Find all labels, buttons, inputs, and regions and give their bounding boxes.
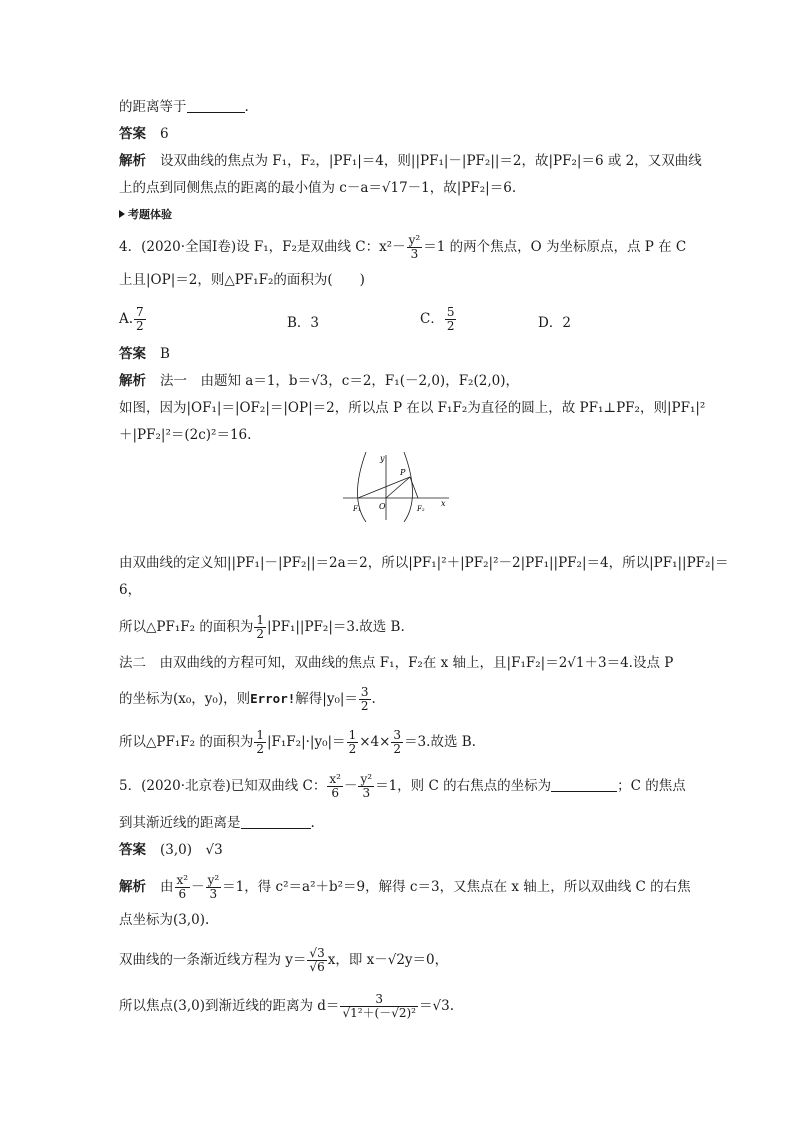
question-5-line <box>119 813 676 833</box>
denominator: √6 <box>309 960 325 974</box>
explanation-line <box>119 553 729 573</box>
numerator: 1 <box>348 728 357 742</box>
numerator: 3 <box>360 685 369 699</box>
answer-value: B <box>160 346 170 362</box>
numerator: x² <box>329 772 341 786</box>
fraction <box>340 993 418 1020</box>
question-tail-line <box>119 97 676 117</box>
denominator: 3 <box>410 247 419 261</box>
text: 点坐标为(3,0). <box>119 912 210 928</box>
text: 上的点到同侧焦点的距离的最小值为 c－a＝√17－1，故|PF₂|＝6. <box>119 180 517 196</box>
text: . <box>371 691 376 707</box>
explanation-line <box>119 686 676 713</box>
f2-label: F₂ <box>417 505 425 513</box>
explanation-line <box>119 910 676 930</box>
explanation-line <box>119 653 676 673</box>
denominator: 2 <box>360 699 369 713</box>
text: 设双曲线的焦点为 F₁，F₂，|PF₁|＝4，则||PF₁|－|PF₂||＝2，故|PF₂|＝6 或 2，又双曲线 <box>160 153 702 169</box>
segment-pf2 <box>410 477 418 498</box>
explanation-line <box>119 398 706 418</box>
denominator: 2 <box>393 742 402 756</box>
text: 法二 由双曲线的方程可知，双曲线的焦点 F₁，F₂在 x 轴上，且|F₁F₂|＝2√1＋3＝4.设点 P <box>119 655 674 671</box>
option-b <box>287 311 319 331</box>
denominator: 6 <box>331 786 340 800</box>
text: 由双曲线的定义知||PF₁|－|PF₂||＝2a＝2，所以|PF₁|²＋|PF₂|²－2|PF₁||PF₂|＝4，所以|PF₁||PF₂|＝ <box>119 555 729 571</box>
text: ；C 的焦点 <box>617 778 686 794</box>
question-5-line <box>119 772 686 800</box>
fraction <box>445 306 457 333</box>
text: 4．(2020·全国Ⅰ卷)设 F₁，F₂是双曲线 C：x²－ <box>119 239 406 255</box>
answer-blank <box>551 777 617 792</box>
text: ＝3.故选 B. <box>404 734 476 750</box>
text: ＋|PF₂|²＝(2c)²＝16. <box>119 427 252 443</box>
text: 所以焦点(3,0)到渐近线的距离为 d＝ <box>119 998 340 1014</box>
explanation-line <box>119 993 676 1020</box>
fraction <box>327 773 343 800</box>
denominator: 2 <box>136 319 144 333</box>
numerator: x² <box>176 873 189 887</box>
answer-blank <box>187 98 245 113</box>
text: |F₁F₂|·|y₀|＝ <box>266 734 346 750</box>
text: － <box>191 879 205 895</box>
numerator: 7 <box>136 305 144 319</box>
fraction <box>206 874 222 901</box>
hyperbola-figure <box>341 452 453 522</box>
denominator: √1²＋(－√2)² <box>342 1006 416 1020</box>
question-4-line <box>119 270 676 290</box>
explanation-line <box>119 178 676 198</box>
denominator: 3 <box>362 786 371 800</box>
explanation-line <box>119 947 676 974</box>
text: 法一 由题知 a＝1，b＝√3，c＝2，F₁(－2,0)，F₂(2,0)， <box>160 373 519 389</box>
numerator: y² <box>360 772 373 786</box>
error-text: Error! <box>250 691 296 706</box>
explanation-line <box>119 614 676 641</box>
text: 所以△PF₁F₂ 的面积为 <box>119 619 254 635</box>
answer-label: 答案 <box>119 346 146 362</box>
text: ×4× <box>359 734 391 750</box>
answer-line <box>119 344 676 364</box>
explanation-line <box>119 580 676 600</box>
text: 的距离等于 <box>119 99 187 115</box>
text: ＝1，则 C 的右焦点的坐标为 <box>375 778 552 794</box>
text: x，即 x－√2y＝0， <box>327 952 449 968</box>
text: 6， <box>119 582 142 598</box>
numerator: 3 <box>340 993 418 1007</box>
text: 的坐标为(x₀，y₀)，则 <box>119 691 251 707</box>
option-label: A. <box>119 311 134 327</box>
f1-label: F₁ <box>353 505 361 513</box>
text: 由 <box>160 879 174 895</box>
denominator: 2 <box>256 742 264 756</box>
explanation-line <box>119 729 676 756</box>
fraction <box>254 729 266 756</box>
answer-value: 6 <box>160 126 169 142</box>
fraction <box>175 874 191 901</box>
numerator: 3 <box>393 728 402 742</box>
fraction <box>347 729 359 756</box>
text: － <box>343 778 358 794</box>
fraction <box>359 686 371 713</box>
fraction <box>391 729 403 756</box>
text: 5．(2020·北京卷)已知双曲线 C： <box>119 778 327 794</box>
p-label: P <box>400 468 406 477</box>
answer-label: 答案 <box>119 842 146 858</box>
denominator: 2 <box>446 319 455 333</box>
numerator: 1 <box>256 613 264 627</box>
section-title: 考题体验 <box>128 208 172 221</box>
numerator: y² <box>408 233 421 247</box>
x-label: x <box>441 499 446 508</box>
section-header <box>119 205 676 225</box>
answer-blank <box>241 814 311 829</box>
option-label: C． <box>420 311 444 327</box>
text: 双曲线的一条渐近线方程为 y＝ <box>119 952 307 968</box>
fraction <box>307 947 326 974</box>
denominator: 2 <box>348 742 357 756</box>
explanation-label: 解析 <box>119 153 146 169</box>
explanation-label: 解析 <box>119 879 146 895</box>
text: 所以△PF₁F₂ 的面积为 <box>119 734 254 750</box>
segment-pf1 <box>358 477 410 498</box>
text: ＝1 的两个焦点，O 为坐标原点，点 P 在 C <box>423 239 687 255</box>
text: 解得|y₀|＝ <box>295 691 358 707</box>
text: . <box>310 815 315 831</box>
option-a <box>119 306 147 333</box>
text: |PF₁||PF₂|＝3.故选 B. <box>266 619 405 635</box>
answer-line <box>119 840 676 860</box>
text: 如图，因为|OF₁|＝|OF₂|＝|OP|＝2，所以点 P 在以 F₁F₂为直径的圆上，故 PF₁⊥PF₂，则|PF₁|² <box>119 400 706 416</box>
denominator: 6 <box>178 887 187 901</box>
denominator: 2 <box>256 627 264 641</box>
triangle-icon <box>119 210 125 218</box>
option-label: D．2 <box>538 315 571 331</box>
question-4-line <box>119 233 687 261</box>
numerator: 1 <box>256 728 264 742</box>
explanation-label: 解析 <box>119 373 146 389</box>
text: ＝1，得 c²＝a²＋b²＝9，解得 c＝3，又焦点在 x 轴上，所以双曲线 C 的右焦 <box>222 879 691 895</box>
text: ＝√3. <box>419 998 454 1014</box>
option-c <box>420 306 457 333</box>
fraction <box>358 773 374 800</box>
numerator: √3 <box>309 946 325 960</box>
numerator: y² <box>207 873 220 887</box>
text: 到其渐近线的距离是 <box>119 815 241 831</box>
fraction <box>134 306 146 333</box>
answer-value: (3,0) √3 <box>160 842 223 858</box>
text: . <box>244 99 249 115</box>
right-branch <box>404 452 413 522</box>
explanation-line <box>119 425 676 445</box>
segment-op <box>386 477 410 498</box>
option-d <box>538 311 571 331</box>
text: 上且|OP|＝2，则△PF₁F₂的面积为( ) <box>119 272 365 288</box>
answer-label: 答案 <box>119 126 146 142</box>
explanation-line <box>119 371 676 391</box>
fraction <box>407 234 423 261</box>
explanation-line <box>119 873 691 901</box>
y-label: y <box>380 454 385 463</box>
numerator: 5 <box>446 305 455 319</box>
option-label: B．3 <box>287 315 320 331</box>
explanation-line <box>119 151 702 171</box>
answer-line <box>119 124 676 144</box>
fraction <box>254 614 266 641</box>
o-label: O <box>379 502 386 511</box>
denominator: 3 <box>209 887 218 901</box>
